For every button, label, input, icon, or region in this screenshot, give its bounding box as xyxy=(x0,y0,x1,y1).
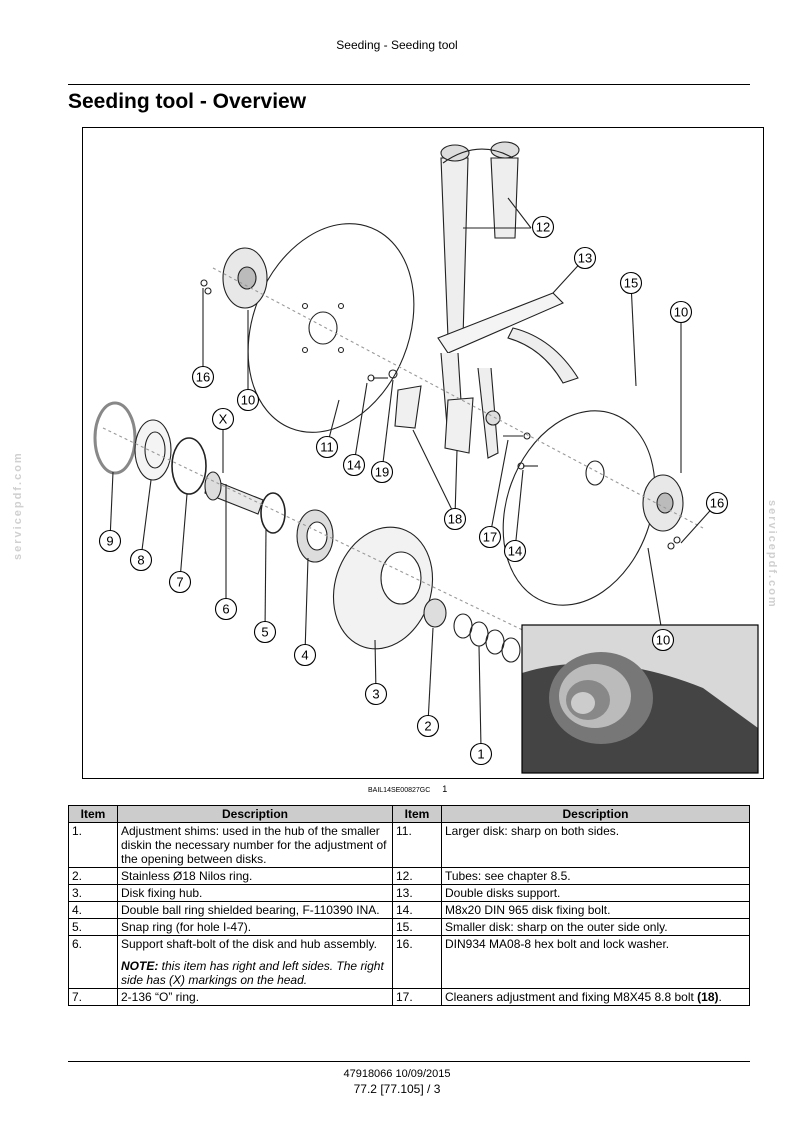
callout-11 xyxy=(317,437,338,458)
note-body: this item has right and left sides. The right side has (X) markings on the head. xyxy=(121,959,384,987)
item-description-end: . xyxy=(718,990,722,1004)
svg-text:11: 11 xyxy=(320,439,334,455)
note-label: NOTE: xyxy=(121,959,159,973)
svg-text:17: 17 xyxy=(482,529,498,545)
item-number: 11. xyxy=(393,823,442,868)
page-number: 77.2 [77.105] / 3 xyxy=(353,1082,441,1096)
callout-5 xyxy=(255,622,276,643)
item-description-text: Cleaners adjustment and fixing M8X45 8.8 bolt xyxy=(445,990,694,1004)
callout-10 xyxy=(653,630,674,651)
svg-text:1: 1 xyxy=(477,746,485,762)
callout-14 xyxy=(505,541,526,562)
callout-19 xyxy=(372,462,393,483)
callout-layer xyxy=(83,128,763,778)
callout-3 xyxy=(366,684,387,705)
col-item-1: Item xyxy=(69,806,118,823)
table-row xyxy=(69,919,750,936)
item-number: 5. xyxy=(69,919,118,936)
col-description-1: Description xyxy=(118,806,393,823)
svg-text:5: 5 xyxy=(261,624,269,640)
svg-text:7: 7 xyxy=(176,574,184,590)
watermark-left: servicepdf.com xyxy=(12,451,24,560)
callout-6 xyxy=(216,599,237,620)
page-header: Seeding - Seeding tool xyxy=(336,38,458,52)
item-number: 17. xyxy=(393,989,442,1006)
table-row xyxy=(69,823,750,868)
item-description: Tubes: see chapter 8.5. xyxy=(442,868,750,885)
table-row xyxy=(69,868,750,885)
figure-number: 1 xyxy=(442,784,448,794)
item-number: 12. xyxy=(393,868,442,885)
callout-18 xyxy=(445,509,466,530)
svg-text:15: 15 xyxy=(623,275,639,291)
svg-text:12: 12 xyxy=(535,219,551,235)
svg-text:4: 4 xyxy=(301,647,309,663)
item-description: Snap ring (for hole I-47). xyxy=(118,919,393,936)
item-description-text: Support shaft-bolt of the disk and hub assembly. xyxy=(121,937,377,951)
callout-10 xyxy=(671,302,692,323)
exploded-view-figure xyxy=(82,127,764,779)
svg-text:10: 10 xyxy=(673,304,689,320)
item-description: Double ball ring shielded bearing, F-110390 INA. xyxy=(118,902,393,919)
header-rule xyxy=(68,84,750,85)
svg-text:2: 2 xyxy=(424,718,432,734)
svg-text:8: 8 xyxy=(137,552,145,568)
footer-rule xyxy=(68,1061,750,1062)
callout-x xyxy=(213,409,234,430)
table-row xyxy=(69,989,750,1006)
callout-15 xyxy=(621,273,642,294)
item-description xyxy=(118,936,393,989)
item-number: 7. xyxy=(69,989,118,1006)
svg-text:19: 19 xyxy=(374,464,390,480)
table-row xyxy=(69,936,750,989)
item-number: 1. xyxy=(69,823,118,868)
item-description: DIN934 MA08-8 hex bolt and lock washer. xyxy=(442,936,750,989)
item-description: M8x20 DIN 965 disk fixing bolt. xyxy=(442,902,750,919)
callout-14 xyxy=(344,455,365,476)
item-number: 3. xyxy=(69,885,118,902)
item-description: Larger disk: sharp on both sides. xyxy=(442,823,750,868)
note-text xyxy=(121,959,389,987)
item-description: 2-136 “O” ring. xyxy=(118,989,393,1006)
svg-text:10: 10 xyxy=(240,392,256,408)
item-description: Adjustment shims: used in the hub of the smaller diskin the necessary number for the adjustment of the opening between disks. xyxy=(118,823,393,868)
callout-4 xyxy=(295,645,316,666)
col-description-2: Description xyxy=(442,806,750,823)
svg-text:6: 6 xyxy=(222,601,230,617)
item-number: 13. xyxy=(393,885,442,902)
svg-text:9: 9 xyxy=(106,533,114,549)
svg-text:13: 13 xyxy=(577,250,593,266)
figure-code: BAIL14SE00827GC xyxy=(368,787,431,794)
callout-10 xyxy=(238,390,259,411)
item-description: Double disks support. xyxy=(442,885,750,902)
callout-8 xyxy=(131,550,152,571)
watermark-right: servicepdf.com xyxy=(766,500,778,609)
table-header-row xyxy=(69,806,750,823)
item-number: 16. xyxy=(393,936,442,989)
item-description: Disk fixing hub. xyxy=(118,885,393,902)
table-row xyxy=(69,885,750,902)
svg-text:3: 3 xyxy=(372,686,380,702)
item-reference: (18) xyxy=(697,990,719,1004)
callout-9 xyxy=(100,531,121,552)
callout-2 xyxy=(418,716,439,737)
item-description xyxy=(442,989,750,1006)
doc-number: 47918066 10/09/2015 xyxy=(343,1068,451,1080)
svg-text:16: 16 xyxy=(195,369,211,385)
callout-12 xyxy=(533,217,554,238)
svg-text:16: 16 xyxy=(709,495,725,511)
svg-text:14: 14 xyxy=(346,457,362,473)
callout-16 xyxy=(193,367,214,388)
callout-13 xyxy=(575,248,596,269)
svg-text:18: 18 xyxy=(447,511,463,527)
item-number: 4. xyxy=(69,902,118,919)
callout-17 xyxy=(480,527,501,548)
table-row xyxy=(69,902,750,919)
item-description: Smaller disk: sharp on the outer side only. xyxy=(442,919,750,936)
callout-7 xyxy=(170,572,191,593)
parts-table xyxy=(68,805,750,1006)
item-number: 6. xyxy=(69,936,118,989)
item-number: 15. xyxy=(393,919,442,936)
item-number: 14. xyxy=(393,902,442,919)
svg-text:14: 14 xyxy=(507,543,523,559)
svg-text:10: 10 xyxy=(655,632,671,648)
item-number: 2. xyxy=(69,868,118,885)
callout-16 xyxy=(707,493,728,514)
page-title: Seeding tool - Overview xyxy=(68,90,307,113)
figure-caption xyxy=(368,784,447,794)
col-item-2: Item xyxy=(393,806,442,823)
item-description: Stainless Ø18 Nilos ring. xyxy=(118,868,393,885)
callout-1 xyxy=(471,744,492,765)
svg-text:X: X xyxy=(218,411,228,427)
